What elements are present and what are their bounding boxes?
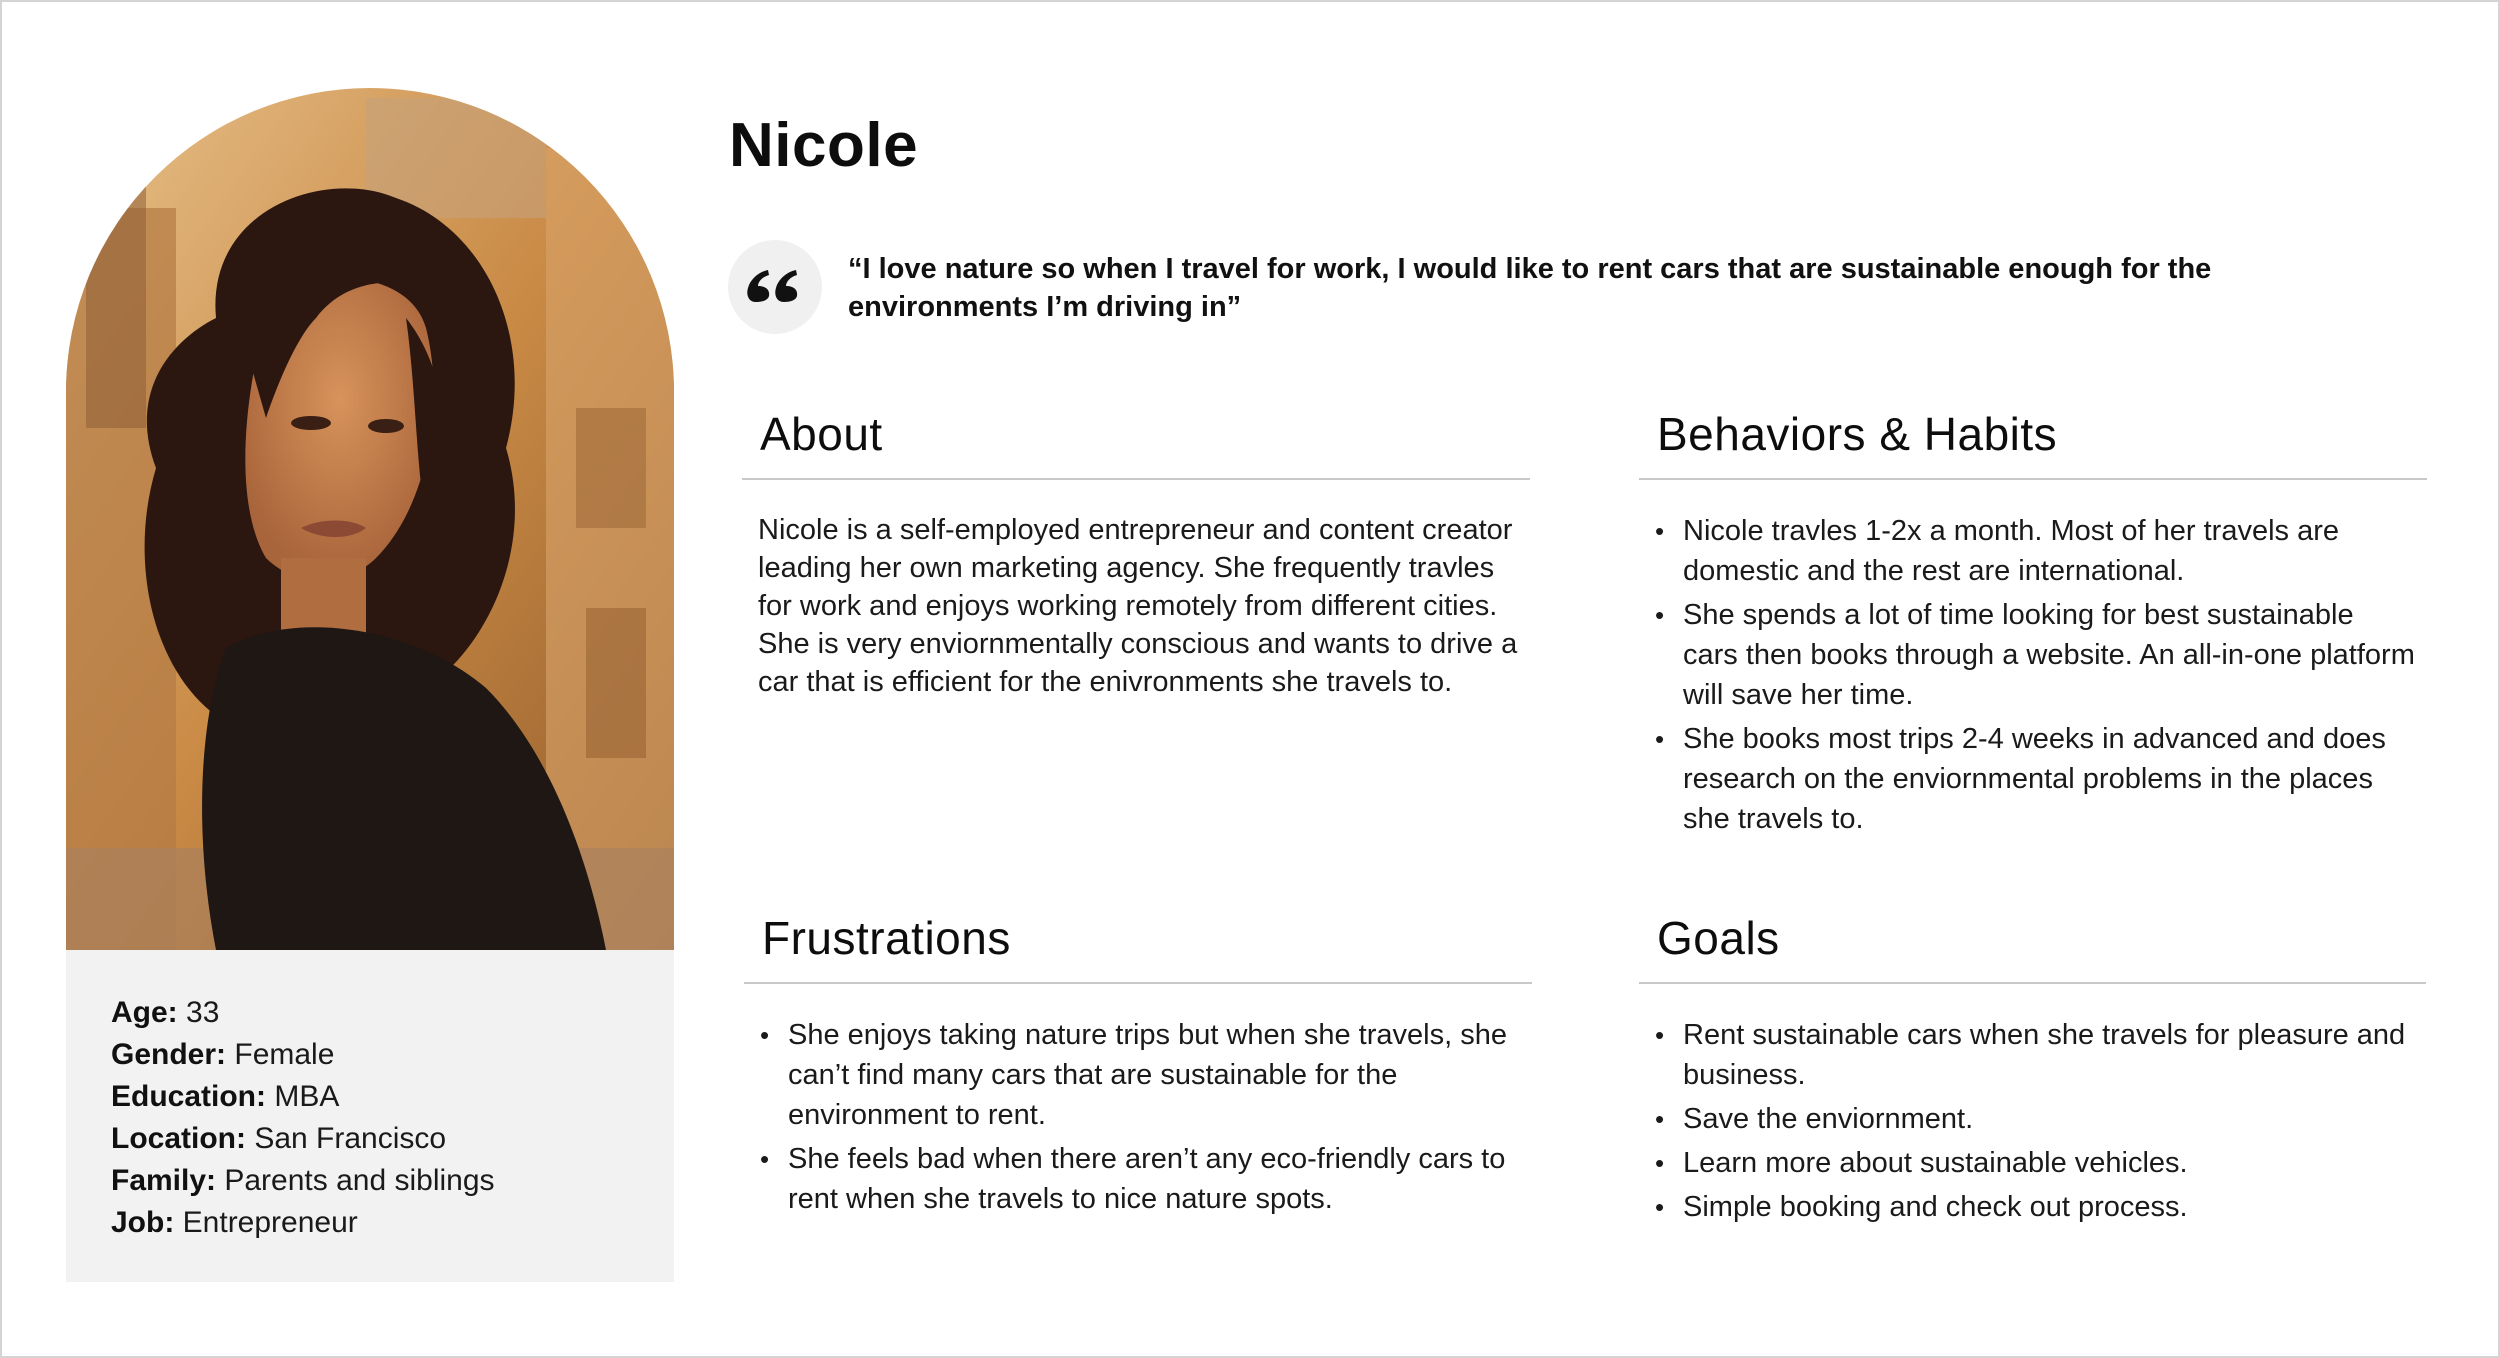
quote-icon: [728, 240, 822, 334]
frustrations-divider: [744, 982, 1532, 984]
list-item: • Nicole travles 1-2x a month. Most of her travels are domestic and the rest are international.: [1655, 511, 2415, 591]
list-item: • Rent sustainable cars when she travels for pleasure and business.: [1655, 1015, 2425, 1095]
detail-job-label: Job:: [111, 1206, 175, 1239]
persona-name: Nicole: [729, 111, 919, 180]
goals-divider: [1639, 982, 2426, 984]
detail-location-value: San Francisco: [246, 1122, 447, 1155]
detail-age-label: Age:: [111, 996, 178, 1029]
list-item: • She enjoys taking nature trips but when she travels, she can’t find many cars that are sustainable for the environment to rent.: [760, 1015, 1520, 1135]
detail-education: [111, 1076, 495, 1118]
detail-education-value: MBA: [266, 1080, 340, 1113]
frustrations-heading: Frustrations: [762, 912, 1011, 964]
persona-details-card: [66, 950, 674, 1282]
behaviors-divider: [1639, 478, 2427, 480]
behaviors-heading: Behaviors & Habits: [1657, 408, 2058, 460]
goals-list: [1655, 1015, 2425, 1231]
about-divider: [742, 478, 1530, 480]
detail-gender-value: Female: [226, 1038, 335, 1071]
about-heading: About: [760, 408, 883, 460]
detail-location-label: Location:: [111, 1122, 246, 1155]
detail-family-value: Parents and siblings: [216, 1164, 495, 1197]
list-item: • Save the enviornment.: [1655, 1099, 2425, 1139]
detail-gender-label: Gender:: [111, 1038, 227, 1071]
goals-heading: Goals: [1657, 912, 1780, 964]
portrait-image: [66, 88, 674, 950]
detail-age-value: 33: [177, 996, 220, 1029]
portrait-photo: [66, 88, 674, 950]
persona-quote: “I love nature so when I travel for work, I would like to rent cars that are sustainable enough for the environments I’m driving in”: [848, 253, 2212, 323]
detail-family: [111, 1160, 495, 1202]
detail-age: [111, 992, 495, 1034]
persona-details-list: [111, 992, 495, 1244]
list-item: • She books most trips 2-4 weeks in advanced and does research on the enviornmental problems in the places she travels to.: [1655, 719, 2415, 839]
behaviors-list: [1655, 511, 2415, 843]
detail-job-value: Entrepreneur: [174, 1206, 358, 1239]
list-item: • She feels bad when there aren’t any eco-friendly cars to rent when she travels to nice nature spots.: [760, 1139, 1520, 1219]
about-text: Nicole is a self-employed entrepreneur and content creator leading her own marketing agency. She frequently travles for work and enjoys working remotely from different cities. She is very enviornmentally conscious and wants to drive a car that is efficient for the enivronments she travels to.: [758, 514, 1518, 698]
detail-job: [111, 1202, 495, 1244]
detail-location: [111, 1118, 495, 1160]
list-item: • She spends a lot of time looking for best sustainable cars then books through a website. An all-in-one platform will save her time.: [1655, 595, 2415, 715]
detail-gender: [111, 1034, 495, 1076]
list-item: • Simple booking and check out process.: [1655, 1187, 2425, 1227]
frustrations-list: [760, 1015, 1520, 1223]
list-item: • Learn more about sustainable vehicles.: [1655, 1143, 2425, 1183]
detail-education-label: Education:: [111, 1080, 266, 1113]
detail-family-label: Family:: [111, 1164, 217, 1197]
